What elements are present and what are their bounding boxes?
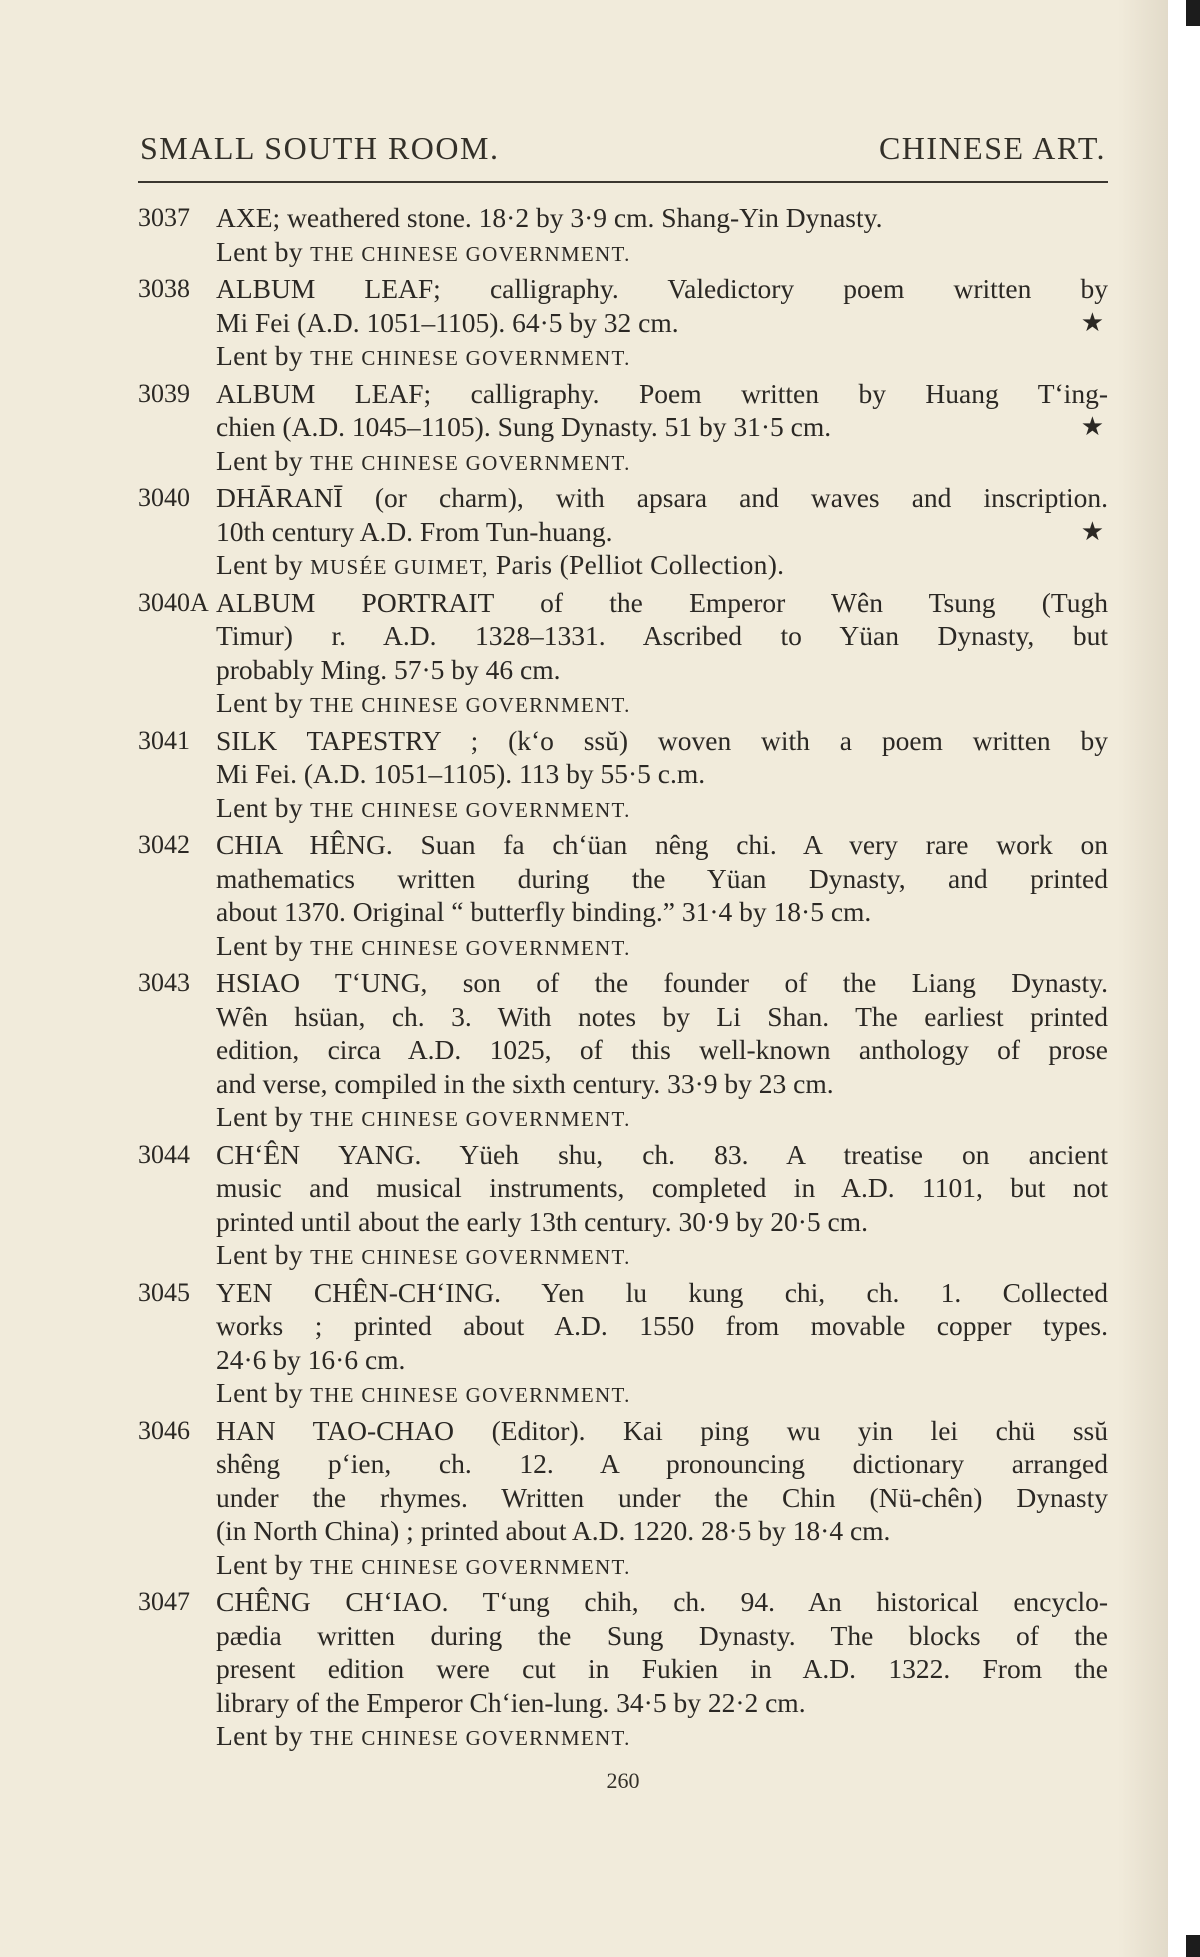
page-content [138,130,1108,1794]
entry-body [216,1276,1108,1413]
star-icon: ★ [1080,516,1104,546]
catalogue-entry [138,586,1108,723]
lender-line [216,929,1108,966]
entry-description-line: shêng p‘ien, ch. 12. A pronouncing dictionary arranged [216,1448,1108,1479]
catalogue-entry [138,272,1108,376]
catalogue-entry [138,1276,1108,1413]
scan-edge-mark-top [1186,0,1200,26]
lent-by-label: Lent by [216,1720,303,1751]
lent-by-label: Lent by [216,929,303,961]
entry-body [216,201,1108,271]
page-number: 260 [606,1767,640,1793]
entry-description-line: YEN CHÊN-CH‘ING. Yen lu kung chi, ch. 1. Collected [216,1276,1108,1308]
lent-by-label: Lent by [216,340,303,371]
lent-by-label: Lent by [216,1101,303,1132]
lender-line [216,1719,1108,1756]
star-icon: ★ [1080,307,1104,337]
catalogue-entry [138,481,1108,585]
scan-edge-mark-bottom [1186,1935,1200,1957]
lender-name: THE CHINESE GOVERNMENT. [310,450,631,475]
lender-line [216,791,1108,828]
entry-body [216,724,1108,828]
entry-description-line: works ; printed about A.D. 1550 from movable copper types. [216,1310,1108,1341]
entry-description-line: ALBUM LEAF; calligraphy. Poem written by Huang T‘ing- [216,377,1108,409]
entry-body [216,1414,1108,1585]
lender-line [216,1238,1108,1275]
lent-by-label: Lent by [216,791,303,823]
entry-description-line: library of the Emperor Ch‘ien-lung. 34·5 by 22·2 cm. [216,1686,806,1718]
entry-description-line: CHÊNG CH‘IAO. T‘ung chih, ch. 94. An historical encyclo- [216,1586,1108,1617]
entry-number: 3038 [138,274,190,303]
entry-description-line: AXE; weathered stone. 18·2 by 3·9 cm. Shang-Yin Dynasty. [216,202,883,233]
catalogue-entry [138,966,1108,1137]
entry-description-line: 24·6 by 16·6 cm. [216,1343,406,1375]
entry-description-line: (in North China) ; printed about A.D. 1220. 28·5 by 18·4 cm. [216,1515,891,1546]
entry-description-line: DHĀRANĪ (or charm), with apsara and waves and inscription. [216,482,1108,513]
entry-description-line: under the rhymes. Written under the Chin (Nü-chên) Dynasty [216,1481,1108,1513]
entry-description-line: Mi Fei. (A.D. 1051–1105). 113 by 55·5 c.m. [216,758,706,789]
lender-line [216,548,1108,585]
entry-description-line: about 1370. Original “ butterfly binding.” 31·4 by 18·5 cm. [216,896,872,927]
lender-name: THE CHINESE GOVERNMENT. [310,346,631,370]
entry-description-line: music and musical instruments, completed in A.D. 1101, but not [216,1172,1108,1203]
lender-name: THE CHINESE GOVERNMENT. [310,1107,631,1131]
catalogue-entry [138,828,1108,965]
lent-by-label: Lent by [216,549,303,580]
entry-number: 3044 [138,1139,190,1169]
lender-line [216,339,1108,376]
running-head-right: CHINESE ART. [878,130,1106,166]
entry-description-line: Wên hsüan, ch. 3. With notes by Li Shan. The earliest printed [216,1000,1108,1032]
entry-number: 3040 [138,483,190,512]
lender-name: THE CHINESE GOVERNMENT. [310,935,631,960]
entry-number: 3040A [138,587,209,617]
entry-number: 3037 [138,203,190,232]
entry-description-line: and verse, compiled in the sixth century. 33·9 by 23 cm. [216,1067,834,1099]
entry-number: 3041 [138,725,190,755]
header-rule [138,181,1108,183]
entry-body [216,828,1108,965]
lender-line [216,1376,1108,1413]
catalogue-entry [138,1585,1108,1756]
lender-name: THE CHINESE GOVERNMENT. [310,1554,631,1579]
entry-description-line: HSIAO T‘UNG, son of the founder of the Liang Dynasty. [216,967,1108,998]
entry-description-line: HAN TAO-CHAO (Editor). Kai ping wu yin lei chü ssŭ [216,1414,1108,1446]
lender-name: THE CHINESE GOVERNMENT. [310,1726,631,1750]
running-head [138,130,1108,167]
lent-by-label: Lent by [216,1548,303,1580]
entry-number: 3046 [138,1415,190,1445]
entry-body [216,481,1108,585]
lender-name: THE CHINESE GOVERNMENT. [310,1383,631,1407]
entry-description-text: 10th century A.D. From Tun-huang. [216,515,613,547]
lender-line [216,444,1108,481]
lender-name: THE CHINESE GOVERNMENT. [310,241,631,266]
entry-description-line: CHIA HÊNG. Suan fa ch‘üan nêng chi. A very rare work on [216,829,1108,860]
entry-description-text: Mi Fei (A.D. 1051–1105). 64·5 by 32 cm. [216,306,679,338]
running-head-left: SMALL SOUTH ROOM. [140,130,500,166]
entry-description-line: pædia written during the Sung Dynasty. The blocks of the [216,1619,1108,1651]
lent-by-label: Lent by [216,444,303,476]
entry-body [216,272,1108,376]
entry-number: 3043 [138,968,190,997]
entry-description-line: present edition were cut in Fukien in A.D. 1322. From the [216,1653,1108,1684]
catalogue-entry [138,377,1108,481]
lender-name: THE CHINESE GOVERNMENT. [310,1245,631,1269]
entry-body [216,586,1108,723]
lender-line [216,686,1108,723]
lent-by-label: Lent by [216,235,303,267]
entry-number: 3045 [138,1277,190,1307]
entry-description-line: ALBUM LEAF; calligraphy. Valedictory poem written by [216,273,1108,304]
star-icon: ★ [1080,412,1104,441]
lender-name: THE CHINESE GOVERNMENT. [310,797,631,822]
lent-by-label: Lent by [216,687,303,718]
entry-description-line: SILK TAPESTRY ; (k‘o ssŭ) woven with a poem written by [216,724,1108,756]
entry-description-line [216,515,1108,549]
lender-line [216,1100,1108,1137]
entry-body [216,966,1108,1137]
entry-body [216,377,1108,481]
catalogue-entry [138,1414,1108,1585]
lender-name: MUSÉE GUIMET, [310,555,489,579]
entry-description-line: CH‘ÊN YANG. Yüeh shu, ch. 83. A treatise on ancient [216,1138,1108,1170]
entry-description-line [216,306,1108,340]
entry-body [216,1585,1108,1756]
entry-description-line: printed until about the early 13th century. 30·9 by 20·5 cm. [216,1205,868,1237]
entry-description-line [216,410,1108,444]
lender-line [216,235,1108,272]
entry-description-line: mathematics written during the Yüan Dynasty, and printed [216,862,1108,894]
entry-number: 3047 [138,1587,190,1616]
catalogue-entry [138,201,1108,271]
entry-description-line: ALBUM PORTRAIT of the Emperor Wên Tsung (Tugh [216,586,1108,618]
catalogue-entry [138,1138,1108,1275]
entry-description-text: chien (A.D. 1045–1105). Sung Dynasty. 51 by 31·5 cm. [216,411,832,442]
entry-description-line: Timur) r. A.D. 1328–1331. Ascribed to Yüan Dynasty, but [216,620,1108,651]
lender-name: THE CHINESE GOVERNMENT. [310,693,631,717]
scan-edge [1168,0,1200,1957]
catalogue-entries [138,201,1108,1756]
entry-description-line: edition, circa A.D. 1025, of this well-known anthology of prose [216,1034,1108,1065]
entry-description-line: probably Ming. 57·5 by 46 cm. [216,653,561,685]
catalogue-entry [138,724,1108,828]
entry-number: 3039 [138,378,190,408]
binding-shadow [1118,0,1168,1957]
lender-suffix: Paris (Pelliot Collection). [495,549,785,580]
lent-by-label: Lent by [216,1377,303,1408]
entry-body [216,1138,1108,1275]
lent-by-label: Lent by [216,1239,303,1270]
lender-line [216,1548,1108,1585]
entry-number: 3042 [138,830,190,859]
